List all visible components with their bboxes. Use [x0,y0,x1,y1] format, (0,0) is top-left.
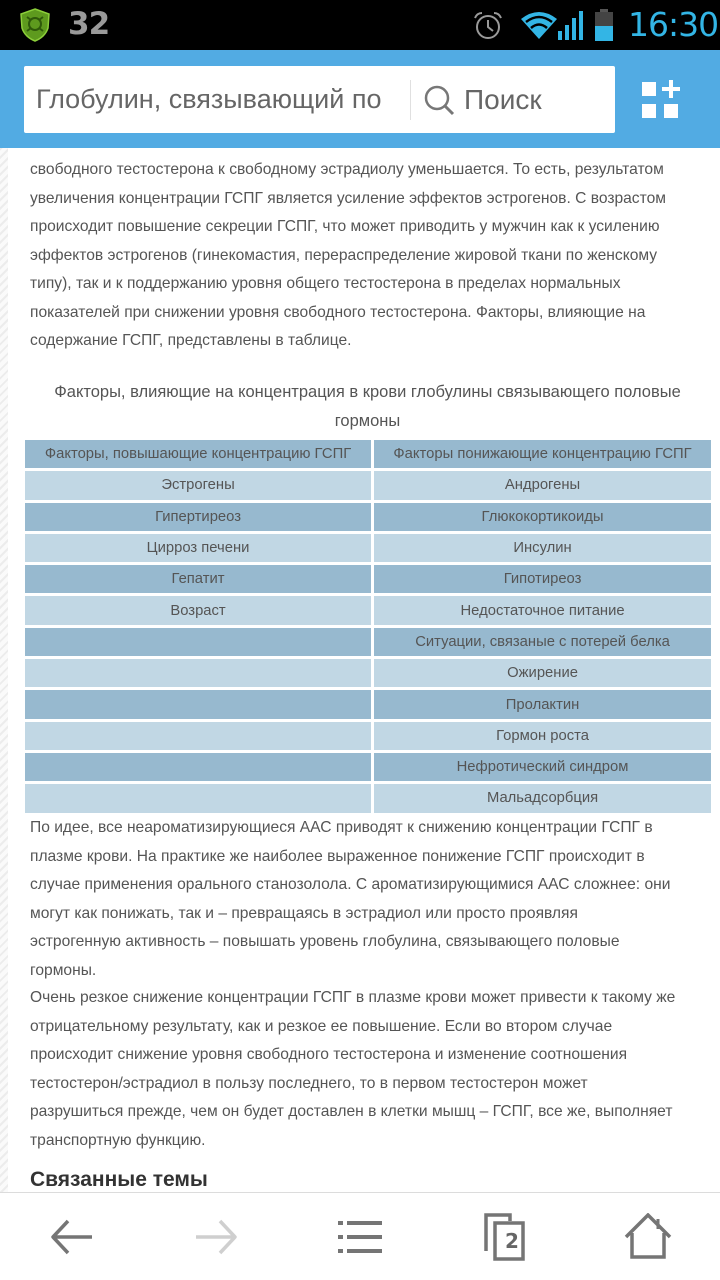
search-box [24,66,615,133]
table-cell: Эстрогены [25,471,371,499]
text-line: содержание ГСПГ, представлены в таблице. [30,332,352,349]
caption-line: Факторы, влияющие на концентрация в крови глобулины связывающего половые [54,383,681,401]
table-cell: Ситуации, связаные с потерей белка [374,628,711,656]
related-topics-heading: Связанные темы [30,1168,208,1191]
table-cell: Гормон роста [374,722,711,750]
table-cell: Андрогены [374,471,711,499]
text-line: показателей при снижении уровня свободного тестостерона. Факторы, влияющие на [30,303,646,321]
text-line: могут как понижать, так и – превращаясь в эстрадиол или просто проявляя [30,904,578,922]
table-cell: Гипертиреоз [25,503,371,531]
home-icon [624,1213,672,1261]
table-cell [25,628,371,656]
tab-count: 2 [505,1229,519,1253]
text-line: Очень резкое снижение концентрации ГСПГ в плазме крови может привести к такому же [30,989,676,1006]
text-line: свободного тестостерона к свободному эстрадиолу уменьшается. То есть, результатом [30,161,664,178]
table-cell [25,784,371,812]
signal-icon [556,9,584,41]
text-line: происходит повышение секреции ГСПГ, что может приводить у мужчин как к усилению [30,218,660,235]
table-row [25,722,711,750]
table-row [25,534,711,562]
back-button[interactable] [42,1213,102,1261]
clock: 16:30 [628,5,719,44]
text-line: эффектов эстрогенов (гинекомастия, перераспределение жировой ткани по женскому [30,246,658,264]
table-cell: Цирроз печени [25,534,371,562]
text-line: тестостерон/эстрадиол в пользу последнего, то в первом тестостерон может [30,1074,588,1092]
table-caption [0,378,720,436]
bottom-navigation [0,1192,720,1280]
column-header: Факторы понижающие концентрацию ГСПГ [374,440,711,468]
text-line: разрушиться прежде, чем он будет доставлен в клетки мышц – ГСПГ, все же, выполняет [30,1103,673,1120]
text-line: эстрогенную активность – повышать уровень глобулина, связывающего половые [30,933,620,950]
table-cell: Мальадсорбция [374,784,711,812]
table-row [25,503,711,531]
home-button[interactable] [618,1213,678,1261]
table-cell [25,659,371,687]
table-row [25,565,711,593]
table-cell: Инсулин [374,534,711,562]
table-cell [25,753,371,781]
text-line: отрицательному результату, как и резкое ее повышение. Если во втором случае [30,1017,613,1035]
back-icon [48,1213,96,1261]
text-line: транспортную функцию. [30,1131,206,1149]
table-cell: Возраст [25,596,371,624]
forward-icon [192,1213,240,1261]
search-button[interactable] [422,66,542,133]
table-cell: Недостаточное питание [374,596,711,624]
add-tab-grid-icon[interactable] [640,78,686,122]
article-paragraph-3 [30,984,675,1155]
caption-line: гормоны [334,412,401,430]
table-cell [25,690,371,718]
table-row [25,690,711,718]
search-button-label: Поиск [464,83,542,115]
notification-count: 32 [68,6,110,42]
browser-toolbar [0,50,720,148]
table-row [25,471,711,499]
antivirus-shield-icon [18,8,52,42]
column-header: Факторы, повышающие концентрацию ГСПГ [25,440,371,468]
menu-button[interactable] [330,1213,390,1261]
forward-button[interactable] [186,1213,246,1261]
table-row [25,659,711,687]
text-line: происходит снижение уровня свободного тестостерона и изменение соотношения [30,1046,628,1063]
table-row [25,753,711,781]
text-line: увеличения концентрации ГСПГ является усиление эффектов эстрогенов. С возрастом [30,189,666,207]
table-cell: Нефротический синдром [374,753,711,781]
tabs-icon [480,1213,528,1261]
table-row [25,628,711,656]
search-divider [410,80,411,120]
article-paragraph-2 [30,814,670,985]
menu-icon [336,1213,384,1261]
table-row [25,784,711,812]
table-cell: Ожирение [374,659,711,687]
text-line: плазме крови. На практике же наиболее выраженное понижение ГСПГ происходит в [30,847,645,865]
wifi-icon [520,9,558,41]
table-cell: Гепатит [25,565,371,593]
battery-icon [594,8,614,42]
search-input[interactable] [36,66,410,133]
table-cell: Пролактин [374,690,711,718]
status-bar [0,0,720,50]
table-row [25,596,711,624]
table-cell [25,722,371,750]
scroll-edge-stripe [0,148,8,1193]
article-paragraph-1 [30,156,666,356]
search-icon [422,83,456,117]
table-cell: Гипотиреоз [374,565,711,593]
factors-table [22,437,714,816]
tabs-button[interactable] [474,1213,534,1261]
page-content[interactable] [0,148,720,1193]
table-header-row [25,440,711,468]
text-line: По идее, все неароматизирующиеся ААС приводят к снижению концентрации ГСПГ в [30,819,653,836]
text-line: типу), так и к поддержанию уровня общего тестостерона в пределах нормальных [30,275,621,292]
alarm-icon [472,10,504,42]
text-line: гормоны. [30,961,97,979]
table-cell: Глюкокортикоиды [374,503,711,531]
text-line: случае применения орального станозолола. С ароматизирующимися ААС сложнее: они [30,876,671,893]
